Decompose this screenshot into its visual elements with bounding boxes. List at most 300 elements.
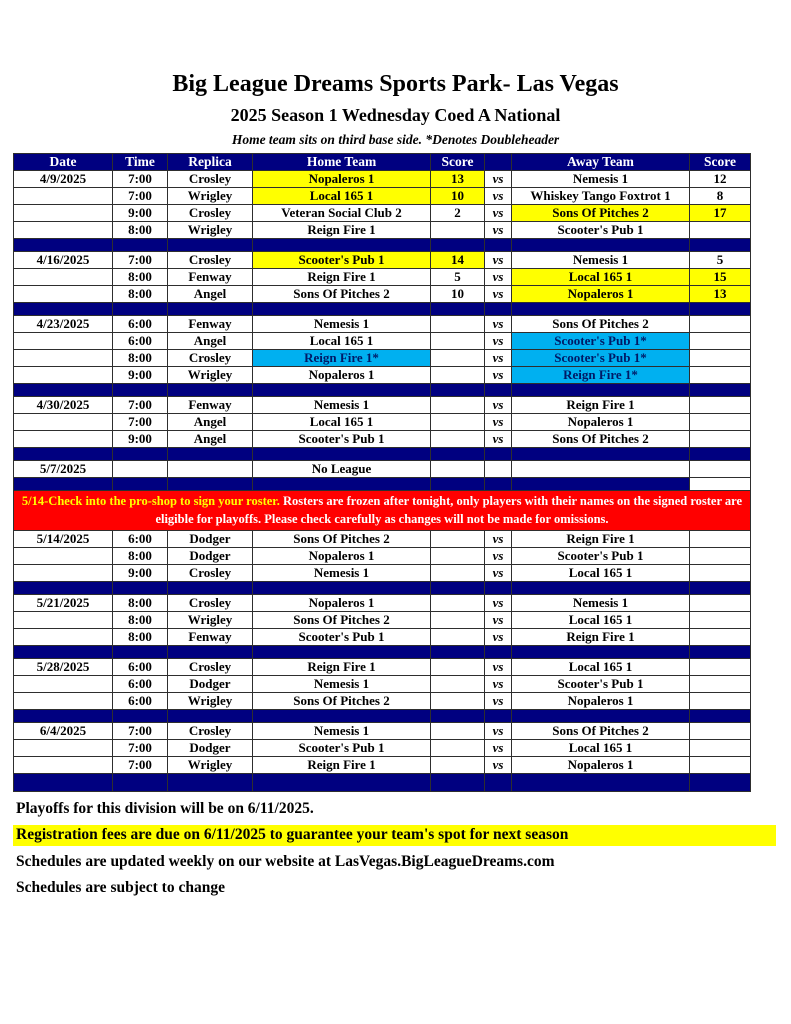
separator-cell <box>485 384 512 397</box>
separator-row <box>14 581 751 594</box>
replica-cell: Fenway <box>168 316 253 333</box>
away-team-cell: Scooter's Pub 1 <box>512 675 690 692</box>
away-team-cell: Scooter's Pub 1* <box>512 333 690 350</box>
date-cell <box>14 611 113 628</box>
home-score-cell <box>431 628 485 645</box>
game-row <box>14 431 751 448</box>
home-score-cell <box>431 414 485 431</box>
away-score-cell <box>690 739 751 756</box>
separator-cell <box>690 478 751 491</box>
away-score-cell <box>690 628 751 645</box>
separator-cell <box>253 709 431 722</box>
separator-cell <box>690 448 751 461</box>
home-score-cell: 10 <box>431 188 485 205</box>
vs-cell: vs <box>485 739 512 756</box>
home-score-cell <box>431 530 485 547</box>
home-score-cell <box>431 316 485 333</box>
away-team-cell: Local 165 1 <box>512 739 690 756</box>
replica-cell: Dodger <box>168 530 253 547</box>
game-row <box>14 547 751 564</box>
away-team-cell: Reign Fire 1* <box>512 367 690 384</box>
away-score-cell <box>690 222 751 239</box>
vs-cell: vs <box>485 611 512 628</box>
vs-cell: vs <box>485 333 512 350</box>
date-cell <box>14 205 113 222</box>
replica-cell: Crosley <box>168 658 253 675</box>
separator-cell <box>512 239 690 252</box>
separator-cell <box>253 581 431 594</box>
away-team-cell: Nemesis 1 <box>512 171 690 188</box>
separator-cell <box>485 709 512 722</box>
game-row <box>14 205 751 222</box>
separator-cell <box>113 773 168 791</box>
away-score-cell <box>690 367 751 384</box>
date-cell: 4/30/2025 <box>14 397 113 414</box>
separator-cell <box>690 384 751 397</box>
replica-cell: Crosley <box>168 722 253 739</box>
away-score-cell <box>690 692 751 709</box>
separator-cell <box>14 448 113 461</box>
game-row <box>14 594 751 611</box>
home-score-cell: 13 <box>431 171 485 188</box>
away-team-cell: Local 165 1 <box>512 611 690 628</box>
away-score-cell <box>690 461 751 478</box>
away-team-cell: Scooter's Pub 1* <box>512 350 690 367</box>
replica-cell <box>168 461 253 478</box>
separator-cell <box>253 773 431 791</box>
separator-cell <box>690 773 751 791</box>
away-team-cell: Nemesis 1 <box>512 594 690 611</box>
game-row <box>14 675 751 692</box>
game-row <box>14 611 751 628</box>
header-vs <box>485 154 512 171</box>
home-score-cell <box>431 722 485 739</box>
schedule-table-body <box>14 171 751 791</box>
time-cell: 8:00 <box>113 222 168 239</box>
game-row <box>14 222 751 239</box>
separator-cell <box>431 773 485 791</box>
away-score-cell <box>690 530 751 547</box>
home-team-cell: Local 165 1 <box>253 333 431 350</box>
away-score-cell: 8 <box>690 188 751 205</box>
home-team-cell: Reign Fire 1 <box>253 222 431 239</box>
separator-cell <box>168 239 253 252</box>
vs-cell: vs <box>485 756 512 773</box>
vs-cell: vs <box>485 692 512 709</box>
replica-cell: Crosley <box>168 171 253 188</box>
home-score-cell <box>431 431 485 448</box>
away-score-cell <box>690 431 751 448</box>
page-subtitle: 2025 Season 1 Wednesday Coed A National <box>230 105 561 126</box>
home-score-cell <box>431 350 485 367</box>
separator-cell <box>14 478 113 491</box>
separator-cell <box>168 709 253 722</box>
home-score-cell <box>431 611 485 628</box>
home-team-cell: Scooter's Pub 1 <box>253 431 431 448</box>
game-row <box>14 397 751 414</box>
table-header-row <box>14 154 751 171</box>
time-cell: 7:00 <box>113 739 168 756</box>
separator-row <box>14 384 751 397</box>
separator-cell <box>512 709 690 722</box>
separator-cell <box>485 773 512 791</box>
replica-cell: Wrigley <box>168 611 253 628</box>
away-score-cell <box>690 350 751 367</box>
replica-cell: Fenway <box>168 269 253 286</box>
date-cell <box>14 269 113 286</box>
game-row <box>14 188 751 205</box>
vs-cell: vs <box>485 594 512 611</box>
game-row <box>14 269 751 286</box>
date-cell <box>14 756 113 773</box>
vs-cell: vs <box>485 367 512 384</box>
replica-cell: Angel <box>168 286 253 303</box>
time-cell: 9:00 <box>113 367 168 384</box>
away-team-cell: Reign Fire 1 <box>512 628 690 645</box>
footer-notes <box>15 799 791 899</box>
time-cell: 9:00 <box>113 205 168 222</box>
away-team-cell: Sons Of Pitches 2 <box>512 722 690 739</box>
separator-cell <box>512 581 690 594</box>
separator-cell <box>253 448 431 461</box>
separator-cell <box>485 303 512 316</box>
date-cell <box>14 350 113 367</box>
home-team-cell: Nopaleros 1 <box>253 594 431 611</box>
game-row <box>14 530 751 547</box>
separator-cell <box>431 581 485 594</box>
away-team-cell: Nopaleros 1 <box>512 756 690 773</box>
time-cell: 6:00 <box>113 530 168 547</box>
game-row <box>14 722 751 739</box>
replica-cell: Crosley <box>168 205 253 222</box>
date-cell <box>14 188 113 205</box>
time-cell: 7:00 <box>113 188 168 205</box>
separator-row <box>14 448 751 461</box>
away-team-cell: Sons Of Pitches 2 <box>512 431 690 448</box>
date-cell <box>14 739 113 756</box>
separator-cell <box>113 478 168 491</box>
date-cell: 4/23/2025 <box>14 316 113 333</box>
away-team-cell: Reign Fire 1 <box>512 530 690 547</box>
home-team-cell: Nopaleros 1 <box>253 367 431 384</box>
away-score-cell <box>690 722 751 739</box>
date-cell <box>14 414 113 431</box>
separator-cell <box>431 478 485 491</box>
game-row <box>14 461 751 478</box>
home-score-cell <box>431 594 485 611</box>
page-title: Big League Dreams Sports Park- Las Vegas <box>172 71 619 97</box>
replica-cell: Crosley <box>168 350 253 367</box>
date-cell <box>14 286 113 303</box>
game-row <box>14 286 751 303</box>
date-cell <box>14 547 113 564</box>
separator-cell <box>113 384 168 397</box>
replica-cell: Crosley <box>168 594 253 611</box>
vs-cell: vs <box>485 269 512 286</box>
separator-cell <box>253 239 431 252</box>
game-row <box>14 658 751 675</box>
time-cell: 6:00 <box>113 333 168 350</box>
replica-cell: Angel <box>168 333 253 350</box>
vs-cell: vs <box>485 205 512 222</box>
vs-cell: vs <box>485 397 512 414</box>
separator-cell <box>168 303 253 316</box>
date-cell: 5/7/2025 <box>14 461 113 478</box>
home-team-cell: Sons Of Pitches 2 <box>253 286 431 303</box>
header-away-score: Score <box>690 154 751 171</box>
game-row <box>14 628 751 645</box>
home-score-cell <box>431 367 485 384</box>
away-score-cell <box>690 658 751 675</box>
date-cell: 6/4/2025 <box>14 722 113 739</box>
replica-cell: Fenway <box>168 397 253 414</box>
time-cell: 7:00 <box>113 414 168 431</box>
date-cell <box>14 564 113 581</box>
game-row <box>14 414 751 431</box>
separator-cell <box>485 239 512 252</box>
home-team-cell: Reign Fire 1 <box>253 756 431 773</box>
time-cell: 8:00 <box>113 611 168 628</box>
away-score-cell <box>690 594 751 611</box>
separator-cell <box>14 581 113 594</box>
away-team-cell: Nopaleros 1 <box>512 414 690 431</box>
vs-cell: vs <box>485 628 512 645</box>
away-team-cell: Sons Of Pitches 2 <box>512 316 690 333</box>
home-score-cell <box>431 658 485 675</box>
home-score-cell: 14 <box>431 252 485 269</box>
home-team-cell: Scooter's Pub 1 <box>253 739 431 756</box>
schedule-table <box>13 153 751 791</box>
date-cell: 5/28/2025 <box>14 658 113 675</box>
separator-cell <box>14 773 113 791</box>
time-cell: 9:00 <box>113 564 168 581</box>
replica-cell: Wrigley <box>168 756 253 773</box>
home-team-cell: Nemesis 1 <box>253 675 431 692</box>
replica-cell: Dodger <box>168 547 253 564</box>
game-row <box>14 367 751 384</box>
vs-cell: vs <box>485 171 512 188</box>
time-cell: 7:00 <box>113 252 168 269</box>
away-team-cell: Sons Of Pitches 2 <box>512 205 690 222</box>
separator-cell <box>253 478 431 491</box>
home-team-cell: No League <box>253 461 431 478</box>
separator-row <box>14 709 751 722</box>
separator-cell <box>431 303 485 316</box>
separator-cell <box>14 303 113 316</box>
separator-cell <box>431 239 485 252</box>
home-team-cell: Nemesis 1 <box>253 397 431 414</box>
away-team-cell: Whiskey Tango Foxtrot 1 <box>512 188 690 205</box>
separator-cell <box>431 384 485 397</box>
home-score-cell: 10 <box>431 286 485 303</box>
time-cell: 6:00 <box>113 316 168 333</box>
home-team-cell: Local 165 1 <box>253 414 431 431</box>
separator-cell <box>113 709 168 722</box>
home-score-cell <box>431 675 485 692</box>
separator-cell <box>690 581 751 594</box>
home-team-cell: Local 165 1 <box>253 188 431 205</box>
home-team-cell: Nemesis 1 <box>253 564 431 581</box>
separator-cell <box>168 645 253 658</box>
game-row <box>14 316 751 333</box>
away-team-cell: Scooter's Pub 1 <box>512 547 690 564</box>
vs-cell: vs <box>485 722 512 739</box>
separator-cell <box>512 303 690 316</box>
date-cell <box>14 692 113 709</box>
away-team-cell: Reign Fire 1 <box>512 397 690 414</box>
separator-cell <box>512 384 690 397</box>
registration-note: Registration fees are due on 6/11/2025 to guarantee your team's spot for next season <box>13 825 776 846</box>
home-team-cell: Sons Of Pitches 2 <box>253 611 431 628</box>
separator-cell <box>253 645 431 658</box>
time-cell: 8:00 <box>113 350 168 367</box>
separator-cell <box>690 645 751 658</box>
replica-cell: Dodger <box>168 675 253 692</box>
separator-cell <box>168 384 253 397</box>
away-score-cell <box>690 611 751 628</box>
vs-cell: vs <box>485 431 512 448</box>
away-team-cell: Scooter's Pub 1 <box>512 222 690 239</box>
home-team-cell: Sons Of Pitches 2 <box>253 530 431 547</box>
date-cell <box>14 333 113 350</box>
home-team-cell: Nopaleros 1 <box>253 547 431 564</box>
separator-cell <box>168 478 253 491</box>
home-team-cell: Reign Fire 1 <box>253 269 431 286</box>
time-cell: 8:00 <box>113 594 168 611</box>
time-cell <box>113 461 168 478</box>
away-team-cell: Nopaleros 1 <box>512 692 690 709</box>
header-replica: Replica <box>168 154 253 171</box>
away-score-cell <box>690 397 751 414</box>
away-score-cell <box>690 333 751 350</box>
away-score-cell: 5 <box>690 252 751 269</box>
away-score-cell <box>690 675 751 692</box>
home-team-cell: Nopaleros 1 <box>253 171 431 188</box>
replica-cell: Dodger <box>168 739 253 756</box>
header-away-team: Away Team <box>512 154 690 171</box>
date-cell: 4/9/2025 <box>14 171 113 188</box>
date-cell <box>14 222 113 239</box>
separator-cell <box>512 478 690 491</box>
replica-cell: Wrigley <box>168 367 253 384</box>
away-score-cell <box>690 564 751 581</box>
home-team-cell: Nemesis 1 <box>253 316 431 333</box>
home-team-cell: Scooter's Pub 1 <box>253 252 431 269</box>
vs-cell: vs <box>485 286 512 303</box>
separator-cell <box>485 448 512 461</box>
separator-cell <box>14 709 113 722</box>
separator-cell <box>431 448 485 461</box>
game-row <box>14 739 751 756</box>
vs-cell: vs <box>485 530 512 547</box>
game-row <box>14 333 751 350</box>
vs-cell: vs <box>485 188 512 205</box>
replica-cell: Wrigley <box>168 188 253 205</box>
subject-to-change-note: Schedules are subject to change <box>16 879 225 896</box>
game-row <box>14 692 751 709</box>
separator-cell <box>168 448 253 461</box>
separator-cell <box>485 581 512 594</box>
away-score-cell: 12 <box>690 171 751 188</box>
home-team-cell: Reign Fire 1* <box>253 350 431 367</box>
date-cell <box>14 628 113 645</box>
replica-cell: Fenway <box>168 628 253 645</box>
vs-cell: vs <box>485 658 512 675</box>
vs-cell: vs <box>485 547 512 564</box>
date-cell: 5/21/2025 <box>14 594 113 611</box>
home-score-cell <box>431 756 485 773</box>
page-note: Home team sits on third base side. *Denotes Doubleheader <box>231 132 560 148</box>
separator-cell <box>690 239 751 252</box>
vs-cell: vs <box>485 222 512 239</box>
away-score-cell <box>690 316 751 333</box>
replica-cell: Crosley <box>168 252 253 269</box>
away-team-cell: Local 165 1 <box>512 564 690 581</box>
separator-cell <box>485 478 512 491</box>
header-home-score: Score <box>431 154 485 171</box>
playoffs-note: Playoffs for this division will be on 6/11/2025. <box>16 799 314 817</box>
separator-cell <box>14 645 113 658</box>
away-score-cell <box>690 756 751 773</box>
separator-cell <box>113 239 168 252</box>
away-score-cell: 15 <box>690 269 751 286</box>
roster-banner-highlight: 5/14-Check into the pro-shop to sign your roster. <box>21 494 280 509</box>
home-score-cell <box>431 564 485 581</box>
separator-cell <box>690 709 751 722</box>
separator-cell <box>512 645 690 658</box>
time-cell: 7:00 <box>113 722 168 739</box>
home-team-cell: Sons Of Pitches 2 <box>253 692 431 709</box>
vs-cell: vs <box>485 252 512 269</box>
away-score-cell: 17 <box>690 205 751 222</box>
separator-row <box>14 303 751 316</box>
replica-cell: Angel <box>168 431 253 448</box>
home-score-cell <box>431 461 485 478</box>
time-cell: 8:00 <box>113 269 168 286</box>
separator-row <box>14 478 751 491</box>
separator-cell <box>168 581 253 594</box>
game-row <box>14 564 751 581</box>
home-team-cell: Scooter's Pub 1 <box>253 628 431 645</box>
vs-cell <box>485 461 512 478</box>
separator-row <box>14 645 751 658</box>
away-team-cell: Nopaleros 1 <box>512 286 690 303</box>
separator-cell <box>253 384 431 397</box>
separator-cell <box>113 645 168 658</box>
separator-cell <box>431 645 485 658</box>
separator-row <box>14 239 751 252</box>
replica-cell: Wrigley <box>168 222 253 239</box>
vs-cell: vs <box>485 414 512 431</box>
time-cell: 6:00 <box>113 658 168 675</box>
away-team-cell: Local 165 1 <box>512 658 690 675</box>
away-team-cell: Local 165 1 <box>512 269 690 286</box>
game-row <box>14 350 751 367</box>
game-row <box>14 252 751 269</box>
separator-cell <box>485 645 512 658</box>
date-cell <box>14 431 113 448</box>
vs-cell: vs <box>485 350 512 367</box>
separator-cell <box>512 773 690 791</box>
header-time: Time <box>113 154 168 171</box>
vs-cell: vs <box>485 316 512 333</box>
replica-cell: Angel <box>168 414 253 431</box>
home-score-cell <box>431 222 485 239</box>
separator-cell <box>113 581 168 594</box>
away-team-cell <box>512 461 690 478</box>
home-score-cell: 2 <box>431 205 485 222</box>
separator-row <box>14 773 751 791</box>
